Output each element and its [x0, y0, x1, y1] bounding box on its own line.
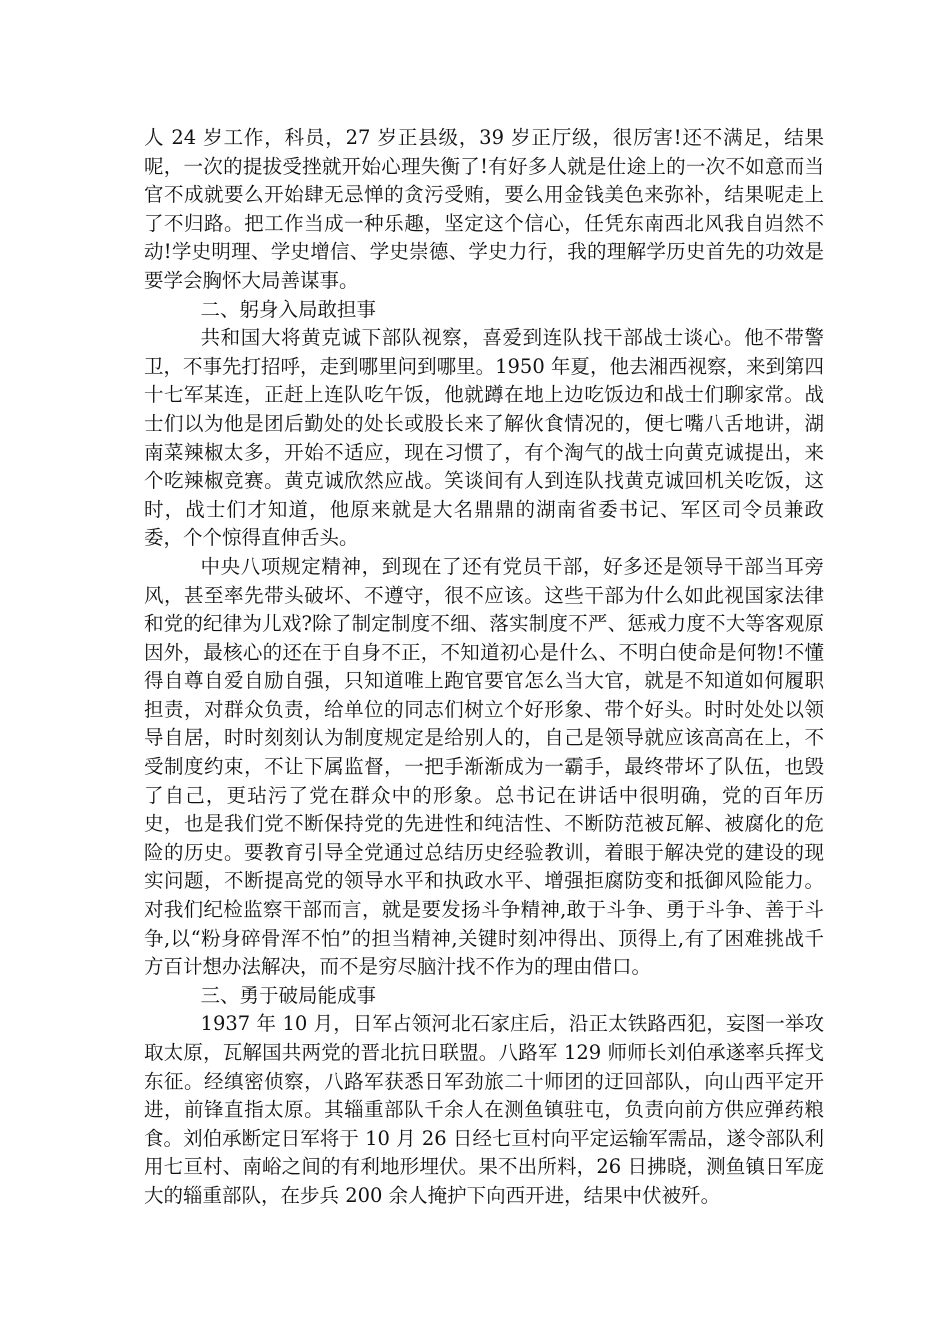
section-heading-3: 三、勇于破局能成事 — [200, 983, 377, 1007]
paragraph-continuation: 人 24 岁工作，科员，27 岁正县级，39 岁正厅级，很厉害!还不满足，结果呢，一次的提拔受挫就开始心理失衡了!有好多人就是仕途上的一次不如意而当官不成就要么开始肆无忌惮的贪污受贿，要么用金钱美色来弥补，结果呢走上了不归路。把工作当成一种乐趣，坚定这个信心，任凭东南西北风我自岿然不动!学史明理、学史增信、学史崇德、学史力行，我的理解学历史首先的功效是要学会胸怀大局善谋事。 — [144, 126, 824, 292]
document-page — [144, 124, 824, 1211]
paragraph-1937-battle: 1937 年 10 月，日军占领河北石家庄后，沿正太铁路西犯，妄图一举攻取太原，瓦解国共两党的晋北抗日联盟。八路军 129 师师长刘伯承遂率兵挥戈东征。经缜密侦察，八路军获悉日军劲旅二十师团的迂回部队，向山西平定开进，前锋直指太原。其辎重部队千余人在测鱼镇驻屯，负责向前方供应弹药粮食。刘伯承断定日军将于 10 月 26 日经七亘村向平定运输军需品，遂令部队利用七亘村、南峪之间的有利地形埋伏。果不出所料，26 日拂晓，测鱼镇日军庞大的辎重部队，在步兵 200 余人掩护下向西开进，结果中伏被歼。 — [144, 1012, 824, 1207]
section-heading-2: 二、躬身入局敢担事 — [200, 297, 377, 321]
paragraph-huang-kecheng: 共和国大将黄克诚下部队视察，喜爱到连队找干部战士谈心。他不带警卫，不事先打招呼，走到哪里问到哪里。1950 年夏，他去湘西视察，来到第四十七军某连，正赶上连队吃午饭，他就蹲在地上边吃饭边和战士们聊家常。战士们以为他是团后勤处的处长或股长来了解伙食情况的，便七嘴八舌地讲，湖南菜辣椒太多，开始不适应，现在习惯了，有个淘气的战士向黄克诚提出，来个吃辣椒竞赛。黄克诚欣然应战。笑谈间有人到连队找黄克诚回机关吃饭，这时，战士们才知道，他原来就是大名鼎鼎的湖南省委书记、军区司令员兼政委，个个惊得直伸舌头。 — [144, 326, 824, 550]
paragraph-eight-rules: 中央八项规定精神，到现在了还有党员干部，好多还是领导干部当耳旁风，甚至率先带头破坏、不遵守，很不应该。这些干部为什么如此视国家法律和党的纪律为儿戏?除了制定制度不细、落实制度不严、惩戒力度不大等客观原因外，最核心的还在于自身不正，不知道初心是什么、不明白使命是何物!不懂得自尊自爱自励自强，只知道唯上跑官要官怎么当大官，就是不知道如何履职担责，对群众负责，给单位的同志们树立个好形象、带个好头。时时处处以领导自居，时时刻刻认为制度规定是给别人的，自己是领导就应该高高在上，不受制度约束，不让下属监督，一把手渐渐成为一霸手，最终带坏了队伍，也毁了自己，更玷污了党在群众中的形象。总书记在讲话中很明确，党的百年历史，也是我们党不断保持党的先进性和纯洁性、不断防范被瓦解、被腐化的危险的历史。要教育引导全党通过总结历史经验教训，着眼于解决党的建设的现实问题，不断提高党的领导水平和执政水平、增强拒腐防变和抵御风险能力。对我们纪检监察干部而言，就是要发扬斗争精神,敢于斗争、勇于斗争、善于斗争,以“粉身碎骨浑不怕”的担当精神,关键时刻冲得出、顶得上,有了困难挑战千方百计想办法解决，而不是穷尽脑汁找不作为的理由借口。 — [144, 554, 824, 979]
